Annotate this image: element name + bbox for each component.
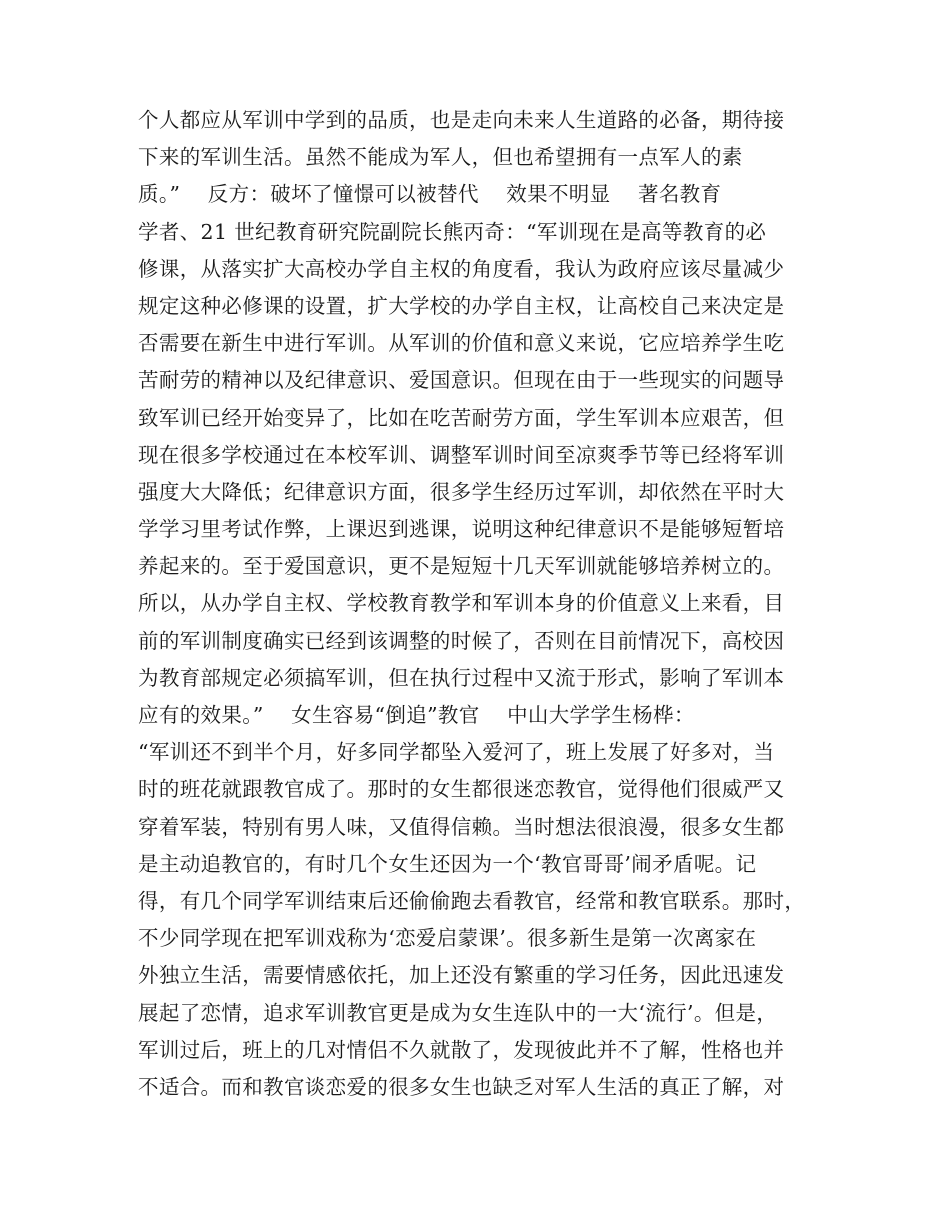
text-line: 外独立生活，需要情感依托，加上还没有繁重的学习任务，因此迅速发 xyxy=(138,963,785,988)
text-line: 养起来的。至于爱国意识，更不是短短十几天军训就能够培养树立的。 xyxy=(138,554,785,579)
text-line: 应有的效果。” 女生容易“倒追”教官 中山大学学生杨桦： xyxy=(138,703,695,727)
text-line: 现在很多学校通过在本校军训、调整军训时间至凉爽季节等已经将军训 xyxy=(138,442,785,467)
text-line: 下来的军训生活。虽然不能成为军人，但也希望拥有一点军人的素 xyxy=(138,145,743,170)
body-text xyxy=(138,102,828,1106)
text-line: 展起了恋情，追求军训教官更是成为女生连队中的一大‘流行’。但是， xyxy=(138,1000,778,1025)
text-line: 否需要在新生中进行军训。从军训的价值和意义来说，它应培养学生吃 xyxy=(138,331,785,356)
text-line: 是主动追教官的，有时几个女生还因为一个‘教官哥哥’闹矛盾呢。记 xyxy=(138,851,757,876)
text-line: 不适合。而和教官谈恋爱的很多女生也缺乏对军人生活的真正了解，对 xyxy=(138,1074,785,1099)
text-line: 前的军训制度确实已经到该调整的时候了，否则在目前情况下，高校因 xyxy=(138,628,785,653)
text-line: 规定这种必修课的设置，扩大学校的办学自主权，让高校自己来决定是 xyxy=(138,293,785,318)
text-line: 学者、21 世纪教育研究院副院长熊丙奇：“军训现在是高等教育的必 xyxy=(138,219,767,244)
text-line: “军训还不到半个月，好多同学都坠入爱河了，班上发展了好多对，当 xyxy=(138,740,775,765)
text-line: 质。” 反方：破坏了憧憬可以被替代 效果不明显 著名教育 xyxy=(138,182,722,207)
text-line: 学学习里考试作弊，上课迟到逃课，说明这种纪律意识不是能够短暂培 xyxy=(138,517,785,542)
text-line: 不少同学现在把军训戏称为‘恋爱启蒙课’。很多新生是第一次离家在 xyxy=(138,926,757,951)
text-line: 所以，从办学自主权、学校教育教学和军训本身的价值意义上来看，目 xyxy=(138,591,785,616)
text-line: 个人都应从军训中学到的品质，也是走向未来人生道路的必备，期待接 xyxy=(138,108,785,132)
text-line: 穿着军装，特别有男人味，又值得信赖。当时想法很浪漫，很多女生都 xyxy=(138,814,785,839)
text-line: 修课，从落实扩大高校办学自主权的角度看，我认为政府应该尽量减少 xyxy=(138,256,785,281)
text-line: 为教育部规定必须搞军训，但在执行过程中又流于形式，影响了军训本 xyxy=(138,665,785,690)
text-line: 致军训已经开始变异了，比如在吃苦耐劳方面，学生军训本应艰苦，但 xyxy=(138,405,785,430)
text-line: 苦耐劳的精神以及纪律意识、爱国意识。但现在由于一些现实的问题导 xyxy=(138,368,785,393)
text-line: 军训过后，班上的几对情侣不久就散了，发现彼此并不了解，性格也并 xyxy=(138,1037,785,1062)
text-line: 时的班花就跟教官成了。那时的女生都很迷恋教官，觉得他们很威严又 xyxy=(138,777,785,802)
text-line: 强度大大降低；纪律意识方面，很多学生经历过军训，却依然在平时大 xyxy=(138,479,785,504)
text-line: 得，有几个同学军训结束后还偷偷跑去看教官，经常和教官联系。那时， xyxy=(138,888,806,913)
